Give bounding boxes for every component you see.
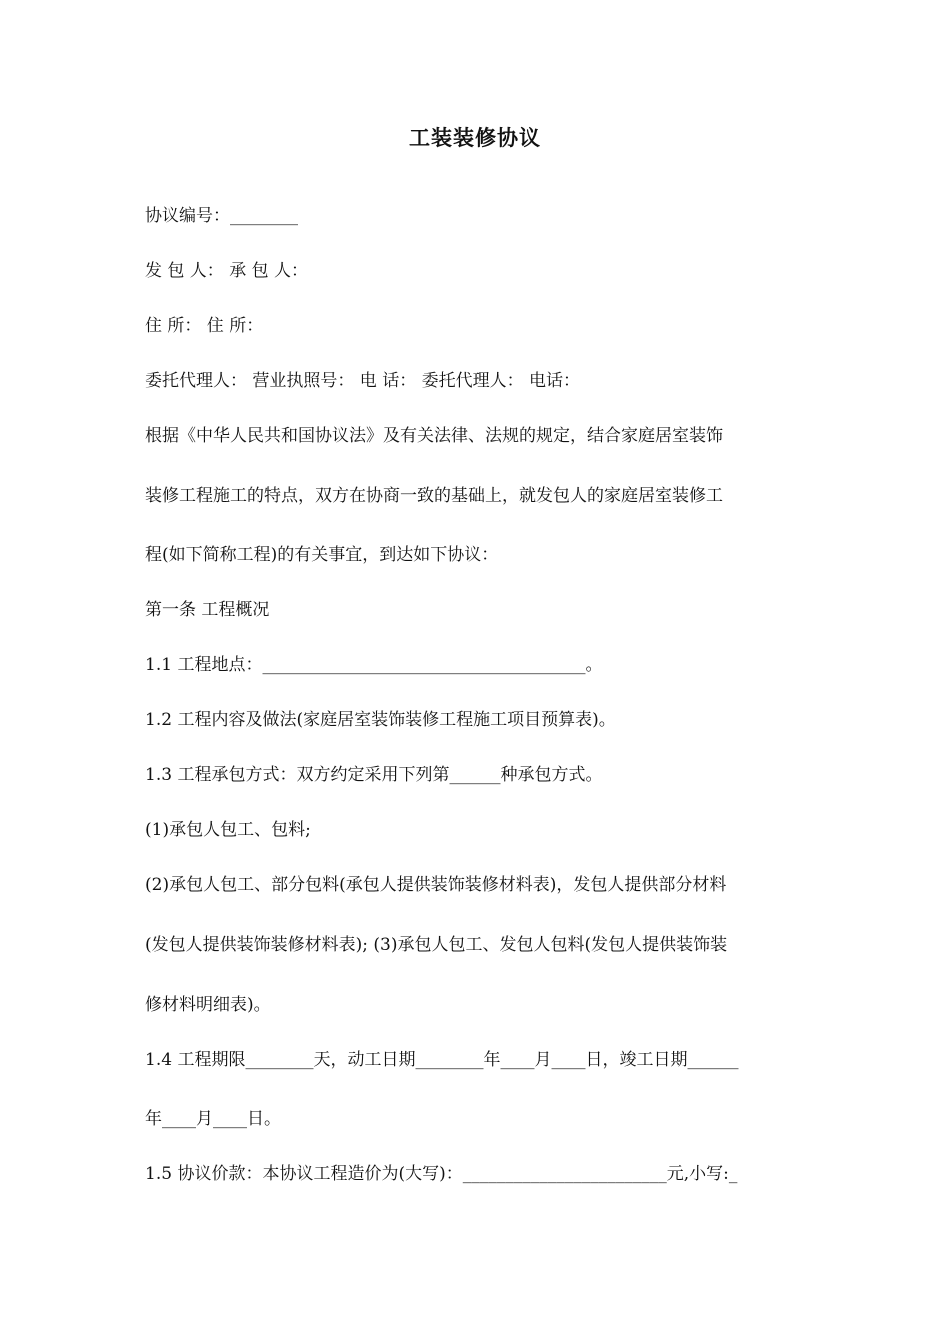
clause-1-4-line-2: 年____月____日。 (145, 1109, 281, 1129)
option-1: (1)承包人包工、包料; (145, 820, 311, 840)
clause-1-1: 1.1 工程地点：______________________________________。 (145, 655, 603, 675)
preamble-line-3: 程(如下简称工程)的有关事宜，到达如下协议： (145, 545, 499, 565)
clause-1-2: 1.2 工程内容及做法(家庭居室装饰装修工程施工项目预算表)。 (145, 710, 616, 730)
document-title: 工装装修协议 (409, 125, 541, 150)
option-2-line-1: (2)承包人包工、部分包料(承包人提供装饰装修材料表)，发包人提供部分材料 (145, 875, 727, 895)
clause-1-3: 1.3 工程承包方式：双方约定采用下列第______种承包方式。 (145, 765, 603, 785)
option-2-line-2: (发包人提供装饰装修材料表); (3)承包人包工、发包人包料(发包人提供装饰装 (145, 935, 728, 955)
preamble-line-1: 根据《中华人民共和国协议法》及有关法律、法规的规定，结合家庭居室装饰 (145, 426, 723, 446)
option-3-line: 修材料明细表)。 (145, 995, 271, 1015)
clause-1-4-line-1: 1.4 工程期限________天，动工日期________年____月____日，竣工日期______ (145, 1050, 739, 1070)
preamble-line-2: 装修工程施工的特点，双方在协商一致的基础上，就发包人的家庭居室装修工 (145, 486, 723, 506)
agent-line: 委托代理人： 营业执照号： 电 话： 委托代理人： 电话： (145, 371, 581, 391)
parties-line: 发 包 人： 承 包 人： (145, 261, 309, 281)
clause-1-5: 1.5 协议价款：本协议工程造价为(大写)：________________________元,小写:_ (145, 1164, 738, 1184)
contract-number-line: 协议编号：________ (145, 206, 298, 226)
address-line: 住 所： 住 所： (145, 316, 264, 336)
article-1-heading: 第一条 工程概况 (145, 600, 270, 620)
